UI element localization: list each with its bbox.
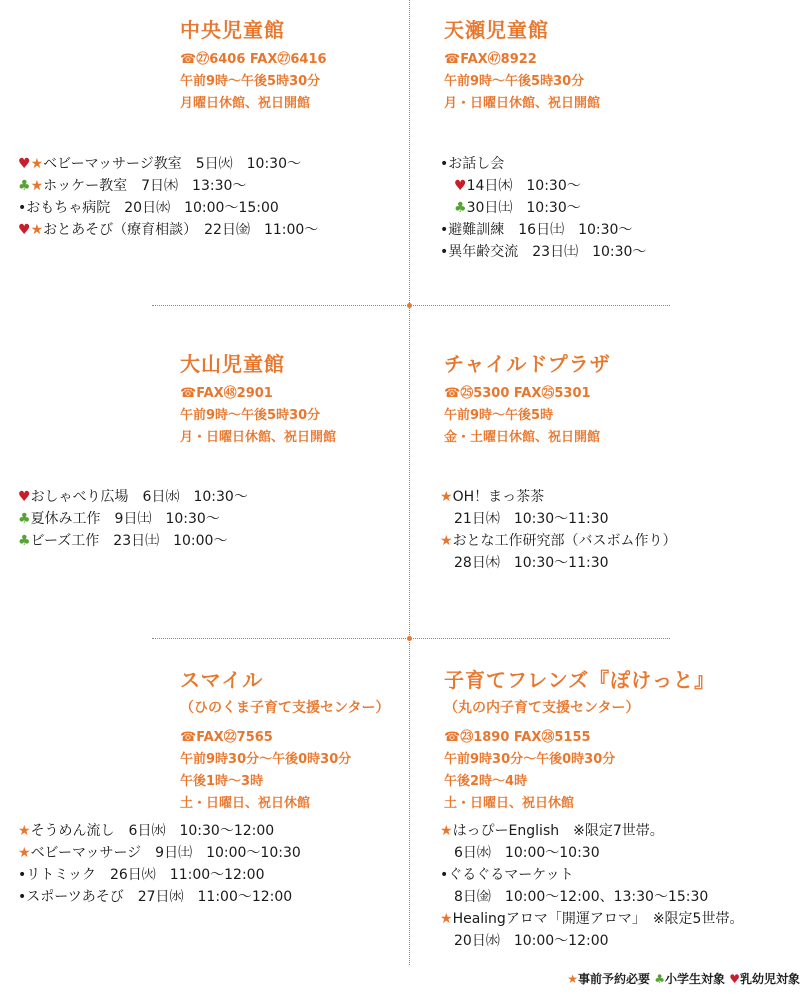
contact-line: ☎FAX㊼8922 — [444, 52, 537, 67]
event-item — [440, 219, 646, 241]
event-text: 14日㈭ 10:30～ — [466, 178, 581, 194]
event-item — [18, 530, 248, 552]
dot-icon: • — [18, 200, 27, 216]
section-oyama-events — [18, 486, 248, 552]
star-icon: ★ — [18, 845, 31, 861]
event-item — [440, 153, 646, 175]
club-icon: ♣ — [654, 972, 666, 986]
legend — [567, 970, 800, 987]
club-icon: ♣ — [18, 511, 31, 527]
section-amase-header — [444, 14, 600, 115]
event-item — [18, 153, 318, 175]
event-item — [440, 241, 646, 263]
closed-days: 金・土曜日休館、祝日開館 — [444, 430, 601, 445]
section-amase-events — [440, 153, 646, 263]
heart-icon: ♥ — [18, 489, 31, 505]
event-item — [18, 508, 248, 530]
event-item — [440, 508, 677, 530]
heart-icon: ♥ — [454, 178, 467, 194]
section-chuo-events — [18, 153, 318, 241]
event-text: 30日㈯ 10:30～ — [466, 200, 581, 216]
event-item — [440, 820, 743, 842]
hours-line: 午前9時～午後5時30分 — [444, 74, 585, 89]
event-text: 異年齢交流 23日㈯ 10:30～ — [448, 244, 647, 260]
heart-icon: ♥ — [18, 156, 31, 172]
legend-label: 小学生対象 — [665, 972, 726, 986]
event-item — [18, 197, 318, 219]
section-oyama-header — [180, 348, 336, 449]
indent-spacer — [440, 930, 454, 952]
star-icon: ★ — [30, 178, 44, 194]
club-icon: ♣ — [18, 533, 31, 549]
event-item — [440, 930, 743, 952]
event-text: はっぴーEnglish ※限定7世帯。 — [452, 823, 664, 839]
hours-line: 午後2時～4時 — [444, 774, 528, 789]
event-item — [18, 820, 301, 842]
event-text: 20日㈬ 10:00～12:00 — [454, 933, 609, 949]
legend-label: 事前予約必要 — [578, 972, 651, 986]
hours-line: 午後1時～3時 — [180, 774, 264, 789]
section-smile-header — [180, 664, 389, 815]
club-icon: ♣ — [454, 200, 467, 216]
event-text: おとな工作研究部（バスボム作り） — [452, 533, 677, 549]
event-item — [440, 175, 646, 197]
indent-spacer — [440, 552, 454, 574]
event-text: 21日㈭ 10:30～11:30 — [454, 511, 609, 527]
star-icon: ★ — [440, 533, 453, 549]
hours-line: 午前9時～午後5時30分 — [180, 74, 321, 89]
event-text: ビーズ工作 23日㈯ 10:00～ — [30, 533, 228, 549]
event-item — [440, 197, 646, 219]
indent-spacer — [440, 175, 454, 197]
dot-icon: • — [440, 867, 449, 883]
event-text: 避難訓練 16日㈯ 10:30～ — [448, 222, 633, 238]
section-title: 大山児童館 — [180, 352, 285, 376]
center-divider — [409, 0, 410, 965]
event-item — [18, 864, 301, 886]
star-icon: ★ — [440, 489, 453, 505]
contact-line: ☎㉗6406 FAX㉗6416 — [180, 52, 327, 67]
indent-spacer — [440, 508, 454, 530]
section-subtitle: （ひのくま子育て支援センター） — [180, 700, 390, 716]
event-item — [18, 175, 318, 197]
contact-line: ☎㉓1890 FAX㉘5155 — [444, 730, 591, 745]
indent-spacer — [440, 197, 454, 219]
section-childplaza-header — [444, 348, 611, 449]
event-text: おとあそび（療育相談） 22日㈮ 11:00～ — [43, 222, 319, 238]
event-text: 6日㈬ 10:00～10:30 — [454, 845, 600, 861]
star-icon: ★ — [18, 823, 31, 839]
indent-spacer — [440, 842, 454, 864]
event-text: おしゃべり広場 6日㈬ 10:30～ — [30, 489, 248, 505]
closed-days: 土・日曜日、祝日休館 — [180, 796, 311, 811]
closed-days: 土・日曜日、祝日休館 — [444, 796, 575, 811]
star-icon: ★ — [567, 972, 579, 986]
event-item — [440, 486, 677, 508]
section-pocket-events — [440, 820, 743, 952]
closed-days: 月・日曜日休館、祝日開館 — [180, 430, 337, 445]
club-icon: ♣ — [18, 178, 31, 194]
section-subtitle: （丸の内子育て支援センター） — [444, 700, 640, 716]
event-item — [18, 219, 318, 241]
event-text: そうめん流し 6日㈬ 10:30～12:00 — [30, 823, 275, 839]
section-title: 天瀬児童館 — [444, 18, 549, 42]
section-title: 中央児童館 — [180, 18, 285, 42]
event-text: 28日㈭ 10:30～11:30 — [454, 555, 609, 571]
hours-line: 午前9時～午後5時 — [444, 408, 554, 423]
event-item — [18, 886, 301, 908]
event-text: ぐるぐるマーケット — [448, 867, 574, 883]
section-title: チャイルドプラザ — [444, 352, 611, 376]
dot-icon: • — [440, 244, 449, 260]
section-chuo-header — [180, 14, 327, 115]
dot-icon: • — [18, 889, 27, 905]
star-icon: ★ — [30, 156, 44, 172]
event-item — [18, 486, 248, 508]
hours-line: 午前9時30分～午後0時30分 — [444, 752, 616, 767]
event-text: お話し会 — [448, 156, 505, 172]
event-item — [440, 908, 743, 930]
hours-line: 午前9時～午後5時30分 — [180, 408, 321, 423]
event-text: OH！まっ茶茶 — [452, 489, 545, 505]
star-icon: ★ — [30, 222, 44, 238]
event-text: Healingアロマ「開運アロマ」 ※限定5世帯。 — [452, 911, 744, 927]
dot-icon: • — [440, 222, 449, 238]
event-item — [440, 552, 677, 574]
heart-icon: ♥ — [729, 972, 740, 986]
event-text: おもちゃ病院 20日㈬ 10:00～15:00 — [26, 200, 279, 216]
divider-dot — [407, 636, 412, 641]
section-title: スマイル — [180, 668, 264, 692]
indent-spacer — [440, 886, 454, 908]
event-item — [440, 886, 743, 908]
section-smile-events — [18, 820, 301, 908]
event-text: 8日㈮ 10:00～12:00、13:30～15:30 — [454, 889, 709, 905]
event-text: リトミック 26日㈫ 11:00～12:00 — [26, 867, 265, 883]
closed-days: 月・日曜日休館、祝日開館 — [444, 96, 601, 111]
event-text: 夏休み工作 9日㈯ 10:30～ — [30, 511, 220, 527]
section-childplaza-events — [440, 486, 677, 574]
contact-line: ☎FAX㉒7565 — [180, 730, 273, 745]
section-title: 子育てフレンズ『ぽけっと』 — [444, 668, 716, 692]
event-item — [440, 530, 677, 552]
star-icon: ★ — [440, 823, 453, 839]
legend-label: 乳幼児対象 — [739, 972, 800, 986]
event-text: ホッケー教室 7日㈭ 13:30～ — [43, 178, 247, 194]
hours-line: 午前9時30分～午後0時30分 — [180, 752, 352, 767]
event-item — [440, 864, 743, 886]
closed-days: 月曜日休館、祝日開館 — [180, 96, 311, 111]
contact-line: ☎㉕5300 FAX㉕5301 — [444, 386, 591, 401]
event-text: ベビーマッサージ教室 5日㈫ 10:30～ — [43, 156, 301, 172]
event-text: ベビーマッサージ 9日㈯ 10:00～10:30 — [30, 845, 301, 861]
divider-dot — [407, 303, 412, 308]
heart-icon: ♥ — [18, 222, 31, 238]
dot-icon: • — [440, 156, 449, 172]
section-pocket-header — [444, 664, 715, 815]
star-icon: ★ — [440, 911, 453, 927]
event-item — [440, 842, 743, 864]
dot-icon: • — [18, 867, 27, 883]
event-text: スポーツあそび 27日㈬ 11:00～12:00 — [26, 889, 293, 905]
contact-line: ☎FAX㊽2901 — [180, 386, 273, 401]
event-item — [18, 842, 301, 864]
